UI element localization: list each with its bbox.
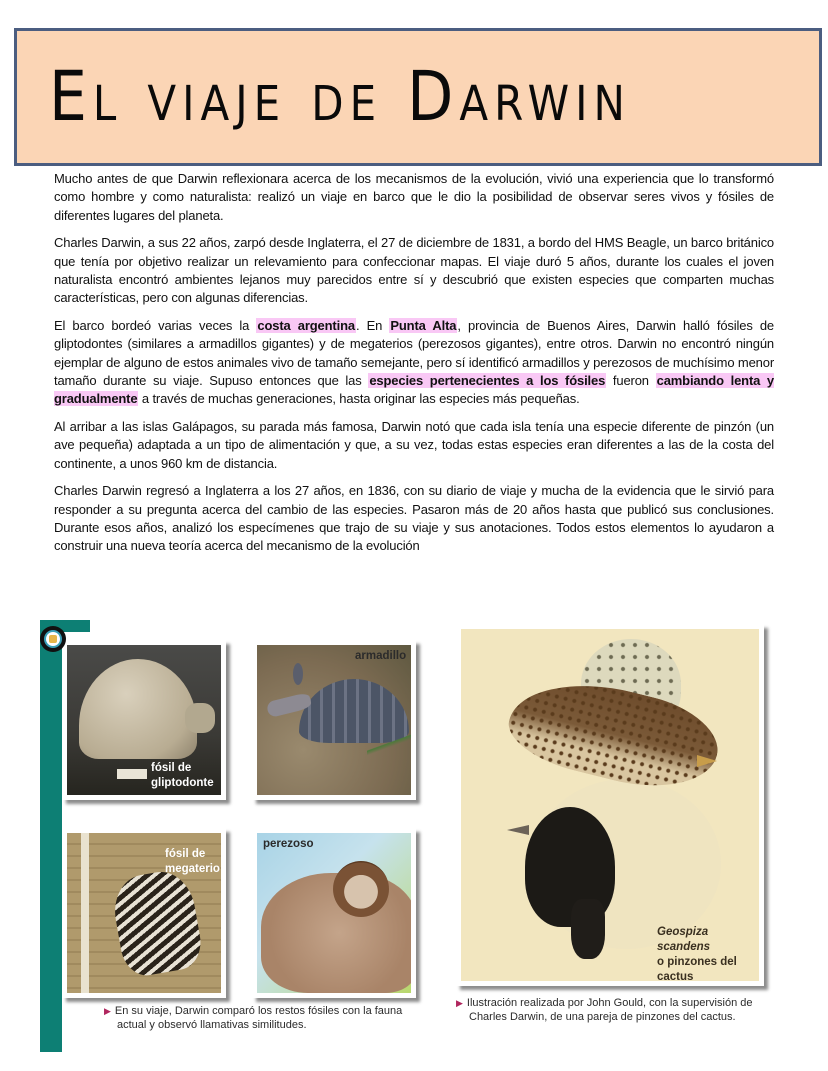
photo-sloth	[252, 828, 416, 998]
sloth-image	[257, 833, 411, 993]
photo-armadillo	[252, 640, 416, 800]
paragraph-text: . En	[355, 317, 390, 333]
paragraph-intro	[54, 170, 774, 225]
paragraph-text: Mucho antes de que Darwin reflexionara acerca de los mecanismos de la evolución, vivió una experiencia que lo transformó como hombre y como naturalista: realizó un viaje en barco que le dio la posibilidad de observar seres vivos y fósiles de diferentes lugares del planeta.	[54, 171, 774, 223]
paragraph-text: fueron	[606, 373, 656, 389]
photo-label: fósil de gliptodonte	[151, 762, 214, 789]
figure-fossils-comparison	[40, 620, 430, 1054]
paragraph-argentina	[54, 317, 774, 409]
figure-finches	[456, 624, 776, 1044]
highlight-especies-fosiles: especies pertenecientes a los fósiles	[369, 373, 606, 389]
figure-caption-right: ▶ Ilustración realizada por John Gould, con la supervisión de Charles Darwin, de una pareja de pinzones del cactus.	[456, 997, 753, 1023]
figure-caption-left: ▶ En su viaje, Darwin comparó los restos fósiles con la fauna actual y observó llamativas similitudes.	[104, 1005, 403, 1031]
caption-arrow-icon: ▶	[456, 998, 463, 1008]
highlight-cambiando: cambiando lenta y gradualmente	[54, 373, 775, 407]
glyptodont-image	[67, 645, 221, 795]
megatherium-image	[67, 833, 221, 993]
highlight-punta-alta: Punta Alta	[390, 317, 457, 333]
paragraph-text: Al arribar a las islas Galápagos, su parada más famosa, Darwin notó que cada isla tenía una especie diferente de pinzón (un ave pequeña) adaptada a un tipo de alimentación y que, a su vez, todas estas especies eran diferentes a las de la costa del continente, a unos 960 km de distancia.	[54, 418, 774, 471]
caption-arrow-icon: ▶	[104, 1006, 111, 1016]
armadillo-image	[257, 645, 411, 795]
paragraph-text: El barco bordeó varias veces la	[54, 317, 257, 333]
textbook-badge-icon	[40, 626, 66, 652]
finch-illustration-image	[461, 629, 759, 981]
page-title: El viaje de Darwin	[49, 56, 631, 138]
photo-label: fósil de megaterio	[165, 848, 220, 875]
paragraph-text: Charles Darwin regresó a Inglaterra a los 27 años, en 1836, con su diario de viaje y mucha de la evidencia que le sirvió para responder a su pregunta acerca del cambio de las especies. Pasaron más de 20 años hasta que publicó sus conclusiones. Durante esos años, analizó los especímenes que trajo de su viaje y sus anotaciones. Todos estos elementos lo ayudaron a construir una nueva teoría acerca del mecanismo de la evolución	[54, 483, 774, 554]
paragraph-galapagos	[54, 418, 774, 473]
paragraph-voyage	[54, 234, 774, 308]
photo-megatherium-fossil	[62, 828, 226, 998]
highlight-costa-argentina: costa argentina	[257, 317, 355, 333]
photo-glyptodont-fossil	[62, 640, 226, 800]
accent-bar	[40, 620, 62, 1052]
photo-label: armadillo	[355, 650, 407, 662]
paragraph-text: , provincia de Buenos Aires, Darwin halló fósiles de gliptodontes (similares a armadillos gigantes) y de megaterios (perezosos gigantes), entre otros. Darwin no encontró ningún ejemplar de alguno de estos animales vivo de tamaño semejante, pero sí identificó armadillos y perezosos de muchísimo menor tamaño durante su viaje. Supuso entonces que las	[54, 317, 774, 389]
photo-label: perezoso	[263, 838, 314, 850]
illustration-cactus-finches	[456, 624, 764, 986]
species-label: Geospiza scandens o pinzones del cactus	[657, 926, 737, 981]
title-banner	[14, 28, 822, 166]
paragraph-text: a través de muchas generaciones, hasta originar las especies más pequeñas.	[138, 391, 580, 407]
paragraph-return	[54, 482, 774, 556]
paragraph-text: Charles Darwin, a sus 22 años, zarpó desde Inglaterra, el 27 de diciembre de 1831, a bordo del HMS Beagle, un barco británico que tenía por objetivo realizar un relevamiento para confeccionar mapas. El viaje duró 5 años, durante los cuales el joven naturalista encontró ambientes lejanos muy parecidos entre sí y descubrió que existen especies que comparten muchas características, pero con algunas diferencias.	[54, 235, 774, 306]
article-body	[54, 170, 774, 565]
